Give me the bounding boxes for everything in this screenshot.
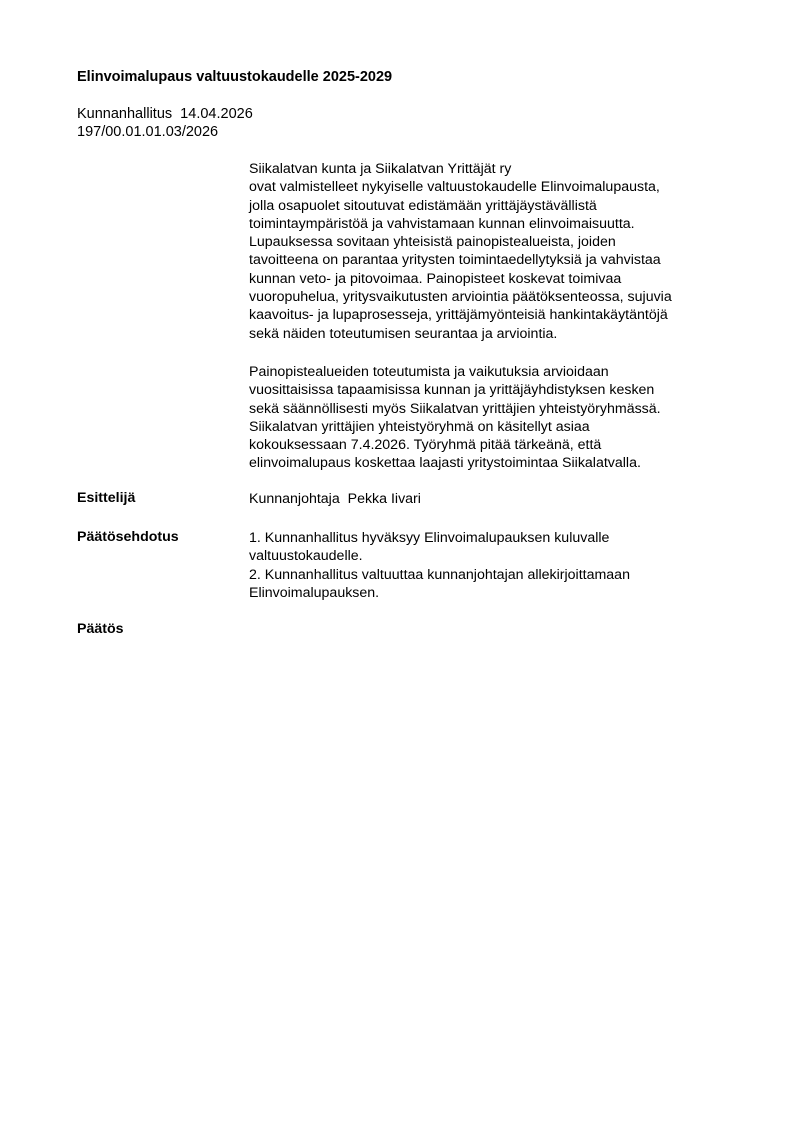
proposal-line: 2. Kunnanhallitus valtuuttaa kunnanjohtajan allekirjoittamaan (249, 566, 630, 583)
paragraph-line: ovat valmistelleet nykyiselle valtuustokaudelle Elinvoimalupausta, (249, 179, 660, 196)
meeting-date: Kunnanhallitus 14.04.2026 (77, 106, 253, 122)
paragraph-line: tavoitteena on parantaa yritysten toimintaedellytyksiä ja vahvistaa (249, 252, 661, 269)
paragraph-line: sekä näiden toteutumisen seurantaa ja arviointia. (249, 325, 558, 342)
meeting-info (77, 106, 253, 141)
paragraph-line: Lupauksessa sovitaan yhteisistä painopistealueista, joiden (249, 234, 616, 251)
paragraph-2 (249, 363, 661, 473)
proposal-label: Päätösehdotus (77, 529, 179, 545)
presenter-label: Esittelijä (77, 490, 136, 506)
presenter-value: Kunnanjohtaja Pekka Iivari (249, 491, 421, 507)
paragraph-line: elinvoimalupaus koskettaa laajasti yritystoimintaa Siikalatvalla. (249, 455, 641, 472)
paragraph-line: Painopistealueiden toteutumista ja vaikutuksia arvioidaan (249, 364, 609, 380)
paragraph-line: vuoropuhelua, yritysvaikutusten arviointia päätöksenteossa, sujuvia (249, 289, 672, 306)
paragraph-line: jolla osapuolet sitoutuvat edistämään yrittäjäystävällistä (249, 197, 597, 214)
paragraph-line: vuosittaisissa tapaamisissa kunnan ja yrittäjäyhdistyksen kesken (249, 382, 655, 399)
paragraph-line: Siikalatvan yrittäjien yhteistyöryhmä on käsitellyt asiaa (249, 418, 590, 435)
paragraph-line: kaavoitus- ja lupaprosesseja, yrittäjämyönteisiä hankintakäytäntöjä (249, 307, 668, 324)
paragraph-line: kokouksessaan 7.4.2026. Työryhmä pitää tärkeänä, että (249, 437, 602, 454)
proposal-line: valtuustokaudelle. (249, 548, 363, 565)
paragraph-line: kunnan veto- ja pitovoimaa. Painopisteet koskevat toimivaa (249, 270, 622, 287)
paragraph-line: toimintaympäristöä ja vahvistamaan kunnan elinvoimaisuutta. (249, 215, 635, 232)
reference-number: 197/00.01.01.03/2026 (77, 123, 219, 140)
proposal-line: 1. Kunnanhallitus hyväksyy Elinvoimalupauksen kuluvalle (249, 530, 610, 546)
paragraph-line: sekä säännöllisesti myös Siikalatvan yrittäjien yhteistyöryhmässä. (249, 400, 661, 417)
proposal-line: Elinvoimalupauksen. (249, 584, 380, 601)
paragraph-line: Siikalatvan kunta ja Siikalatvan Yrittäjät ry (249, 161, 512, 177)
document-title: Elinvoimalupaus valtuustokaudelle 2025-2029 (77, 69, 393, 85)
proposal-value (249, 529, 630, 602)
decision-label: Päätös (77, 621, 124, 637)
paragraph-1 (249, 160, 672, 343)
